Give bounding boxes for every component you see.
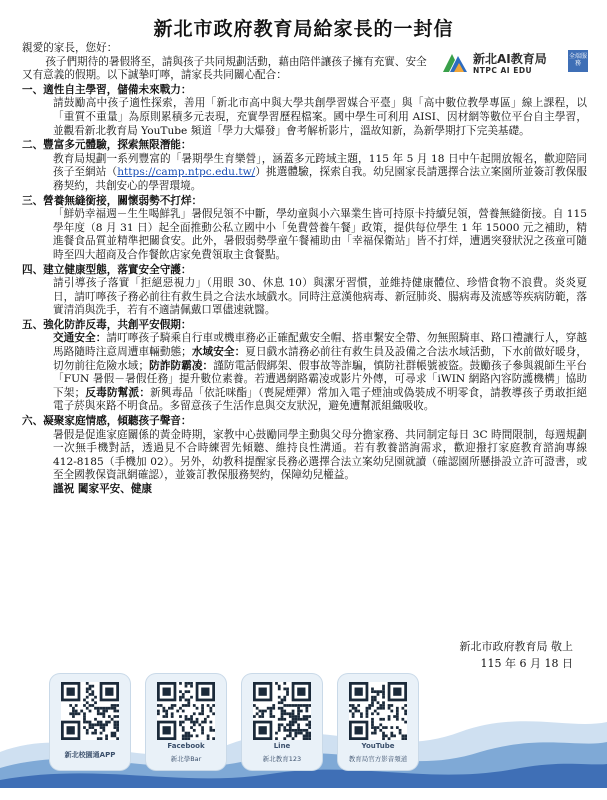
topic-label: 水域安全： <box>191 346 246 359</box>
section-2 <box>22 139 587 193</box>
section-heading: 一、適性自主學習，儲備未來戰力： <box>22 83 192 96</box>
salutation: 親愛的家長，您好： <box>22 42 118 54</box>
section-text <box>22 332 587 414</box>
section-3 <box>22 195 587 263</box>
qr-card-youtube[interactable] <box>338 674 418 770</box>
topic-label: 交通安全： <box>53 332 107 345</box>
section-heading: 二、豐富多元體驗，探索無限潛能： <box>22 139 192 152</box>
section-text: 請鼓勵高中孩子適性探索，善用「新北市高中與大學共創學習媒合平臺」與「高中數位教學專區」線上課程，以「重質不重量」為原則累積多元表現，充實學習歷程檔案。國中學生可利用 AISI、因材網等數位平台自主學習，並觀看新北教育局 YouTube 頻道「學力大爆發」會考解析影片，溫故知新，為新學期打下完美基礎。 <box>53 97 587 137</box>
camp-website-link[interactable]: https://camp.ntpc.edu.tw/ <box>117 166 256 179</box>
qr-code-icon <box>349 682 407 740</box>
topic-text: 謹防電話假綁架、假事故等詐騙，慎防社群帳號被盜。鼓勵孩子參與親師生平台「FUN 暑假－暑假任務」提升數位素養。若遭遇網路霸凌或影片外傳，可尋求「iWIN 網路內容防護機構」協助下架； <box>53 359 588 399</box>
section-text-post: ）挑選體驗，探索自我。幼兒園家長請選擇合法立案園所並簽訂教保服務契約，共創安心的學習環境。 <box>53 166 588 192</box>
qr-code-icon <box>157 682 215 740</box>
section-5 <box>22 319 587 414</box>
qr-card-line[interactable] <box>242 674 322 770</box>
intro-paragraph: 孩子們期待的暑假將至，請與孩子共同規劃活動，藉由陪伴讓孩子擁有充實、安全又有意義的假期。以下誠摯叮嚀，請家長共同關心配合： <box>22 55 427 82</box>
section-text: 請引導孩子落實「拒絕惡視力」（用眼 30、休息 10）與潔牙習慣，並維持健康體位、珍惜食物不浪費。炎炎夏日，請叮嚀孩子務必前往有救生員之合法水域戲水。同時注意漢他病毒、新冠肺炎、腸病毒及流感等疾病防範，落實清消與洗手，若有不適請佩戴口罩儘速就醫。 <box>53 277 587 317</box>
qr-label: Facebook <box>167 742 205 750</box>
logo-name: 新北AI教育局 <box>473 52 547 66</box>
letter-title: 新北市政府教育局給家長的一封信 <box>153 18 454 40</box>
qr-code-icon <box>253 682 311 740</box>
logo-badge: 全端服務 <box>568 50 588 72</box>
qr-sublabel: 新北學Bar <box>170 755 202 763</box>
topic-text: 請叮嚀孩子騎乘自行車或機車務必正確配戴安全帽、搭車繫安全帶、勿無照騎車、路口禮讓行人，穿越馬路隨時注意周遭車輛動態； <box>53 332 588 359</box>
closing-line: 謹祝 闔家平安、健康 <box>53 483 153 495</box>
signature-date: 115 年 6 月 18 日 <box>480 657 573 670</box>
greeting <box>22 42 587 83</box>
section-1 <box>22 84 587 138</box>
qr-sublabel: 新北教育123 <box>262 755 302 763</box>
qr-label: 新北校園通APP <box>64 751 116 759</box>
section-text <box>22 153 587 194</box>
section-6 <box>22 415 587 483</box>
section-heading: 四、建立健康型態，落實安全守護： <box>22 263 192 276</box>
section-heading: 六、凝聚家庭情感，傾聽孩子聲音： <box>22 415 192 428</box>
topic-label: 反毒防幫派： <box>85 386 151 399</box>
section-heading: 五、強化防詐反毒，共創平安假期： <box>22 318 192 331</box>
topic-text: 新興毒品「依託咪酯」（喪屍煙彈）常加入電子煙油或偽裝成不明零食，請教導孩子勇敢拒絕電子菸與來路不明食品。多留意孩子生活作息與交友狀況，避免遭幫派組織吸收。 <box>53 386 588 413</box>
qr-card-app[interactable] <box>50 674 130 770</box>
topic-text: 夏日戲水請務必前往有救生員及設備之合法水域活動，下水前做好暖身，切勿前往危險水域； <box>53 346 588 372</box>
section-text-pre: 教育局規劃一系列豐富的「暑期學生育樂營」，涵蓋多元跨域主題，115 年 5 月 18 日中午起開放報名，歡迎陪同孩子至網站（ <box>53 152 587 179</box>
signature-org: 新北市政府教育局 敬上 <box>459 640 573 653</box>
qr-card-facebook[interactable] <box>146 674 226 770</box>
qr-label: Line <box>273 742 291 750</box>
section-text: 暑假是促進家庭關係的黃金時期，家教中心鼓勵同學主動與父母分擔家務、共同制定每日 3C 時間限制，每週規劃一次無手機對話，透過見不合時練習先傾聽、維持良性溝通。若有教養諮詢需求，歡迎撥打家庭教育諮詢專線 412-8185（手機加 02）。另外，幼教科提醒家長務必選擇合法立案幼兒園就讀（確認園所懸掛設立許可證書，或至全國教保資訊網確認），並簽訂教保服務契約，保障幼兒權益。 <box>53 428 587 482</box>
qr-label: YouTube <box>361 742 395 750</box>
qr-code-icon <box>61 682 119 740</box>
section-text: 「鮮奶幸福週－生生喝鮮乳」暑假兒領不中斷，學幼童與小六畢業生皆可持原卡持續兒領，營養無縫銜接。自 115 學年度（8 月 31 日）起全面推動公私立國中小「免費營養午餐」政策，提供每位學生 1 年 15000 元之補助，精進餐食品質並精準把關食安。此外，暑假弱勢學童午餐補助由「幸福保衛站」皆不打烊，遭遇突發狀況之孩童可隨時至四大超商及合作餐飲店家免費領取主食餐點。 <box>53 208 587 261</box>
letter-body <box>22 42 587 497</box>
signature-block <box>460 638 574 672</box>
section-4 <box>22 264 587 318</box>
section-heading: 三、營養無縫銜接，關懷弱勢不打烊： <box>22 194 203 207</box>
logo-sub: NTPC AI EDU <box>473 66 533 75</box>
topic-label: 防詐防霸凌： <box>149 359 214 372</box>
qr-sublabel: 教育局官方影音頻道 <box>348 755 408 763</box>
